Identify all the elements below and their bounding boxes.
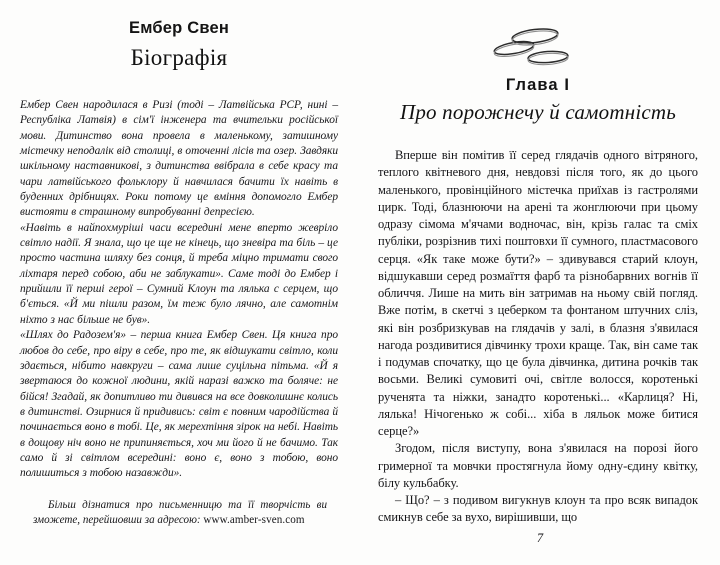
chapter-paragraph: – Що? – з подивом вигукнув клоун та про всяк випадок смикнув себе за вухо, вирішивши, що [378,493,698,525]
author-website-note [20,498,338,529]
author-name: Ембер Свен [128,19,229,37]
author-website-url: www.amber-sven.com [203,514,305,527]
chapter-paragraph: Згодом, після виступу, вона з'явилася на порозі його гримерної та мовчки простягнула йому одну-єдину квітку, білу кульбабку. [378,441,698,490]
page-number: 7 [536,531,544,545]
biography-paragraph: «Навіть в найпохмуріші часи всередині мене вперто жевріло світло надії. Я знала, що це ще не кінець, що зневіра та біль – це просто частина шляху без сонця, й треба міцно тримати свого ліхтаря перед собою, аби не заблукати». Саме тоді до Ембер і прийшли її перші герої – Сумний Клоун та лялька с серцем, що б'ється. «Й ми пішли разом, їм теж було лячно, але самотнім ніхто з нас більше не був». [20,221,338,326]
biography-paragraph: Ембер Свен народилася в Ризі (тоді – Латвійська РСР, нині – Республіка Латвія) в сім'ї інженера та вчительки російської мови. Дитинство вона провела в маленькому, затишному містечку неподалік від столиці, в оточенні лісів та озер. Завдяки шкільному наставникові, з дитинства ввібрала в себе красу та чари латвійського фольклору й навчилася бачити їх навіть в буденних дрібницях. Роки потому це вміння допомогло Ембер вистояти в страшному випробуванні депресією. [20,99,338,219]
chapter-paragraph: Вперше він помітив її серед глядачів одного вітряного, теплого квітневого дня, невдовзі після того, як до цього маленького, провінційного містечка приїхав із гастролями цирк. Тоді, блазнюючи на арені та жонглюючи при цьому одразу сімома м'ячами водночас, він, крізь галас та сміх публіки, розрізнив тихі поштовхи її сумного, пластмасового серця. «Як таке може бути?» – здивувався старий клоун, відшукавши серед розмаїття фарб та різнобарвних вогнів її обличчя. Лише на мить він затримав на ньому свій погляд. Вже потім, в скетчі з цеберком та фонтаном штучних сліз, які він розбризкував на глядачів у залі, в блазня з'явилася нагода роздивитися дівчинку трохи краще. Так, він саме так і подумав спочатку, що це була дівчинка, дитина рочків так восьми. Великі сумовиті очі, світле волосся, коротенькі рученята та ніжки, занадто коротенькі... «Карлиця? Ні, лялька! Нічогенько ж собі... хіба в ляльок може битися серце?» [378,148,698,438]
note-text: Більш дізнатися про письменницю та її творчість ви зможете, перейшовши за адресою: [33,498,327,527]
right-page [360,0,720,565]
chapter-label: Глава I [505,76,571,94]
page-title: Біографія [130,45,228,70]
biography-body [20,98,338,482]
three-ellipse-rings-ornament [482,24,594,70]
biography-paragraph: «Шлях до Радозем'я» – перша книга Ембер Свен. Ця книга про любов до себе, про віру в себе, про те, як відшукати світло, коли здається, нібито навкруги – сама лише суцільна пітьма. «Й я звертаюся до кожної людини, якій наразі важко та боляче: не бійся! Згадай, як допитливо ти дивився на все довколишнє колись в дитинстві. Озирнися й придивись: світ є повним чародійства й починається воно в тобі. Це, як мерехтіння зірок на небі. Навіть в дощову ніч воно не припиняється, хоч ми його й не бачимо. Так само й зі світлом всередині: воно є, воно з тобою, воно полишиться з тобою назавжди». [20,329,338,480]
chapter-title: Про порожнечу й самотність [399,100,677,124]
chapter-body [378,147,698,527]
